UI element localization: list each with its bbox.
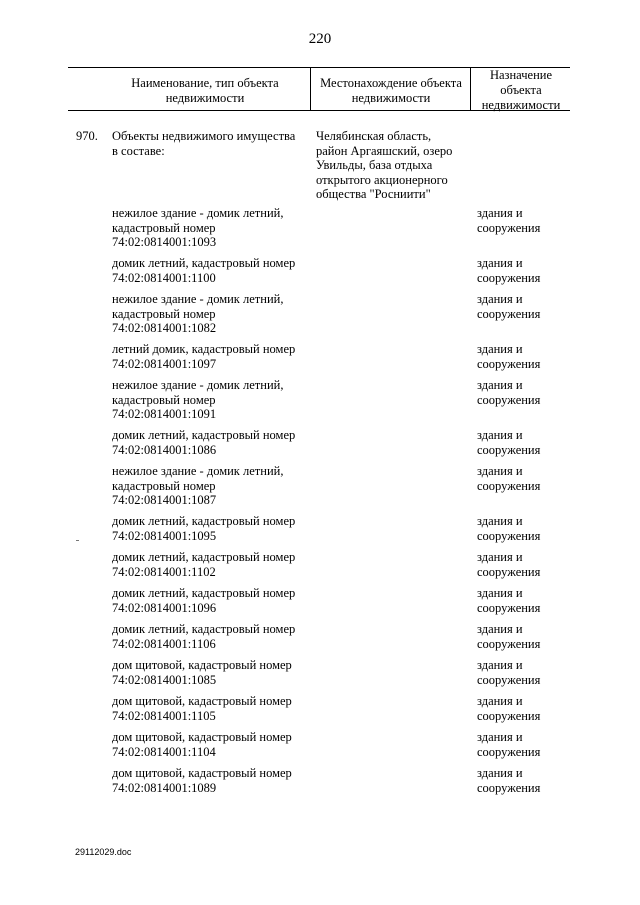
entry-purpose: здания и сооружения [477,378,541,407]
entry-purpose: здания и сооружения [477,256,541,285]
entry-purpose: здания и сооружения [477,658,541,687]
entry-purpose: здания и сооружения [477,292,541,321]
entry-name: домик летний, кадастровый номер 74:02:0814001:1100 [112,256,296,285]
record-location: Челябинская область, район Аргаяшский, озеро Увильды, база отдыха открытого акционерного общества "Росниити" [316,129,453,201]
entry-name: дом щитовой, кадастровый номер 74:02:0814001:1085 [112,658,292,687]
entry-purpose: здания и сооружения [477,206,541,235]
entry-name: летний домик, кадастровый номер 74:02:0814001:1097 [112,342,296,371]
entry-name: дом щитовой, кадастровый номер 74:02:0814001:1089 [112,766,292,795]
entry-purpose: здания и сооружения [477,766,541,795]
record-title: Объекты недвижимого имущества в составе: [112,129,296,158]
entry-purpose: здания и сооружения [477,464,541,493]
entry-name: домик летний, кадастровый номер 74:02:0814001:1086 [112,428,296,457]
table-header-divider [470,67,471,110]
entry-name: дом щитовой, кадастровый номер 74:02:0814001:1104 [112,730,292,759]
entry-name: дом щитовой, кадастровый номер 74:02:0814001:1105 [112,694,292,723]
entry-name: домик летний, кадастровый номер 74:02:0814001:1095 [112,514,296,543]
entry-name: домик летний, кадастровый номер 74:02:0814001:1106 [112,622,296,651]
entry-purpose: здания и сооружения [477,586,541,615]
entry-name: нежилое здание - домик летний, кадастровый номер 74:02:0814001:1091 [112,378,284,421]
header-name-column: Наименование, тип объекта недвижимости [131,76,279,105]
entry-purpose: здания и сооружения [477,730,541,759]
footer-filename: 29112029.doc [75,847,132,857]
entry-name: нежилое здание - домик летний, кадастровый номер 74:02:0814001:1093 [112,206,284,249]
record-number: 970. [76,129,98,143]
entry-purpose: здания и сооружения [477,342,541,371]
scan-speck [76,540,79,541]
entry-purpose: здания и сооружения [477,694,541,723]
entry-purpose: здания и сооружения [477,514,541,543]
entry-purpose: здания и сооружения [477,550,541,579]
header-purpose-column: Назначение объекта недвижимости [481,68,561,112]
entry-name: нежилое здание - домик летний, кадастровый номер 74:02:0814001:1087 [112,464,284,507]
header-location-column: Местонахождение объекта недвижимости [320,76,462,105]
entry-purpose: здания и сооружения [477,622,541,651]
entry-purpose: здания и сооружения [477,428,541,457]
entry-name: нежилое здание - домик летний, кадастровый номер 74:02:0814001:1082 [112,292,284,335]
entry-name: домик летний, кадастровый номер 74:02:0814001:1096 [112,586,296,615]
entry-name: домик летний, кадастровый номер 74:02:0814001:1102 [112,550,296,579]
page-number: 220 [308,31,332,47]
table-header-divider [310,67,311,110]
